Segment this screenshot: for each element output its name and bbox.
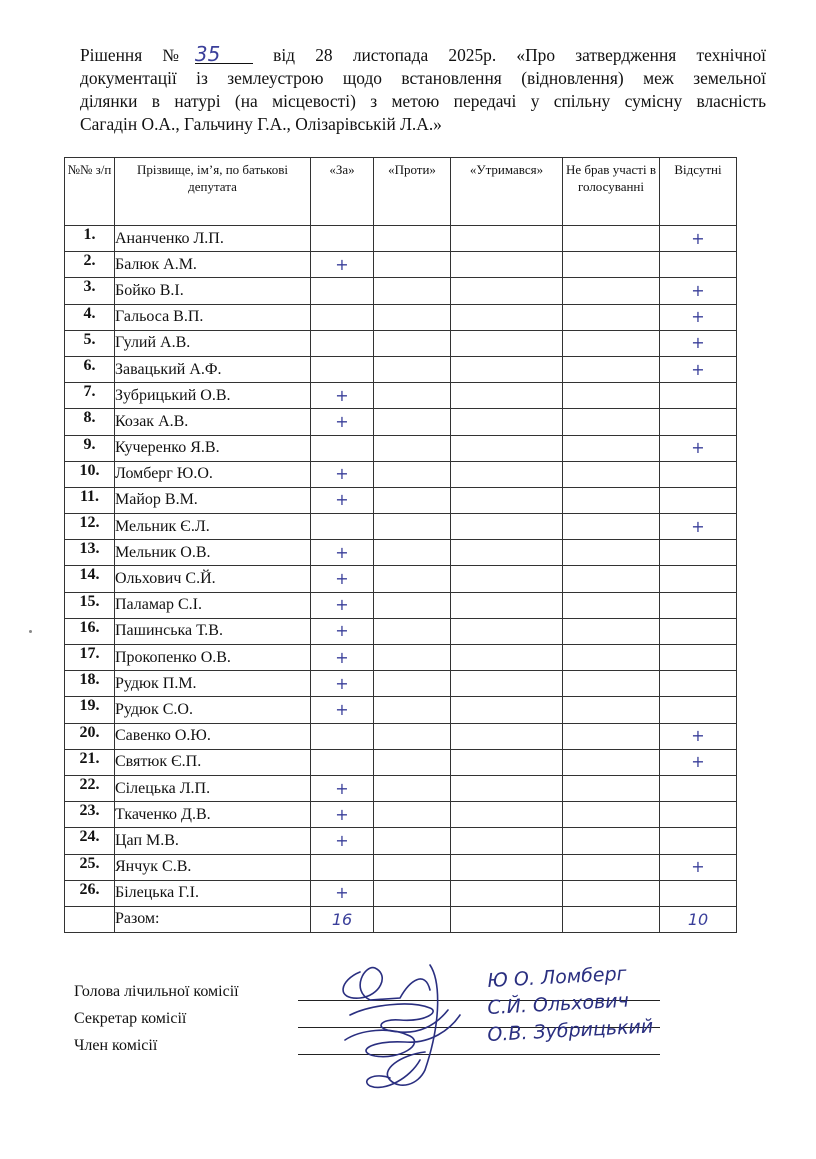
vote-against (374, 566, 451, 592)
vote-absent (660, 252, 737, 278)
chair-name: Ю О. Ломберг (486, 962, 628, 992)
deputy-name: Савенко О.Ю. (115, 723, 311, 749)
vote-for: + (311, 697, 374, 723)
vote-against (374, 671, 451, 697)
vote-for: + (311, 618, 374, 644)
vote-not-participated (563, 802, 660, 828)
vote-not-participated (563, 828, 660, 854)
total-not-voted (563, 906, 660, 932)
table-row (65, 775, 737, 801)
vote-not-participated (563, 749, 660, 775)
deputy-name: Кучеренко Я.В. (115, 435, 311, 461)
secretary-label: Секретар комісії (74, 1010, 187, 1027)
row-number: 18. (65, 671, 115, 697)
vote-against (374, 592, 451, 618)
row-number: 25. (65, 854, 115, 880)
vote-abstained (451, 330, 563, 356)
table-row (65, 487, 737, 513)
row-number: 26. (65, 880, 115, 906)
vote-not-participated (563, 645, 660, 671)
vote-for (311, 226, 374, 252)
vote-abstained (451, 697, 563, 723)
table-row (65, 226, 737, 252)
vote-against (374, 514, 451, 540)
table-row (65, 540, 737, 566)
vote-for (311, 749, 374, 775)
table-row (65, 330, 737, 356)
deputy-name: Мельник Є.Л. (115, 514, 311, 540)
vote-for: + (311, 671, 374, 697)
deputy-name: Бойко В.І. (115, 278, 311, 304)
row-number: 12. (65, 514, 115, 540)
vote-absent (660, 487, 737, 513)
row-number: 5. (65, 330, 115, 356)
vote-for (311, 854, 374, 880)
vote-not-participated (563, 330, 660, 356)
row-number: 11. (65, 487, 115, 513)
table-row (65, 252, 737, 278)
vote-abstained (451, 304, 563, 330)
vote-abstained (451, 802, 563, 828)
vote-not-participated (563, 880, 660, 906)
row-number: 4. (65, 304, 115, 330)
table-row (65, 723, 737, 749)
row-number: 24. (65, 828, 115, 854)
vote-not-participated (563, 671, 660, 697)
vote-absent: + (660, 356, 737, 382)
vote-not-participated (563, 304, 660, 330)
vote-abstained (451, 252, 563, 278)
vote-for: + (311, 383, 374, 409)
total-abstained (451, 906, 563, 932)
vote-for: + (311, 775, 374, 801)
vote-absent (660, 592, 737, 618)
row-number: 17. (65, 645, 115, 671)
vote-abstained (451, 487, 563, 513)
vote-absent: + (660, 278, 737, 304)
table-row (65, 671, 737, 697)
vote-against (374, 226, 451, 252)
vote-absent: + (660, 854, 737, 880)
vote-for: + (311, 828, 374, 854)
vote-for: + (311, 645, 374, 671)
row-number: 13. (65, 540, 115, 566)
vote-for: + (311, 566, 374, 592)
decision-heading (80, 44, 766, 136)
scan-speck (29, 630, 32, 633)
total-against (374, 906, 451, 932)
vote-not-participated (563, 723, 660, 749)
row-number: 20. (65, 723, 115, 749)
vote-absent: + (660, 304, 737, 330)
vote-for: + (311, 592, 374, 618)
row-number: 2. (65, 252, 115, 278)
deputy-name: Ананченко Л.П. (115, 226, 311, 252)
row-number: 8. (65, 409, 115, 435)
vote-against (374, 540, 451, 566)
vote-absent: + (660, 514, 737, 540)
vote-against (374, 461, 451, 487)
vote-against (374, 618, 451, 644)
deputy-name: Пашинська Т.В. (115, 618, 311, 644)
vote-not-participated (563, 356, 660, 382)
vote-abstained (451, 854, 563, 880)
vote-absent (660, 540, 737, 566)
vote-abstained (451, 383, 563, 409)
vote-absent: + (660, 226, 737, 252)
vote-against (374, 775, 451, 801)
vote-not-participated (563, 566, 660, 592)
vote-for: + (311, 802, 374, 828)
vote-against (374, 854, 451, 880)
vote-for: + (311, 409, 374, 435)
vote-abstained (451, 566, 563, 592)
table-row (65, 566, 737, 592)
table-row (65, 749, 737, 775)
col-header-not-voted: Не брав участі в голосуванні (563, 158, 660, 226)
row-number: 6. (65, 356, 115, 382)
table-row (65, 645, 737, 671)
heading-line-1-rest: від 28 листопада 2025р. «Про затвердження технічної (252, 45, 766, 65)
vote-against (374, 409, 451, 435)
vote-not-participated (563, 618, 660, 644)
vote-against (374, 487, 451, 513)
vote-against (374, 645, 451, 671)
deputy-name: Зубрицький О.В. (115, 383, 311, 409)
table-row (65, 514, 737, 540)
vote-against (374, 330, 451, 356)
vote-against (374, 252, 451, 278)
deputy-name: Рудюк С.О. (115, 697, 311, 723)
col-header-name: Прізвище, ім’я, по батькові депутата (115, 158, 311, 226)
vote-absent (660, 618, 737, 644)
vote-not-participated (563, 409, 660, 435)
deputy-name: Святюк Є.П. (115, 749, 311, 775)
vote-not-participated (563, 514, 660, 540)
table-row (65, 461, 737, 487)
deputy-name: Ольхович С.Й. (115, 566, 311, 592)
vote-not-participated (563, 278, 660, 304)
table-row (65, 409, 737, 435)
vote-not-participated (563, 252, 660, 278)
deputy-name: Балюк А.М. (115, 252, 311, 278)
table-row (65, 356, 737, 382)
vote-absent (660, 880, 737, 906)
deputy-name: Гальоса В.П. (115, 304, 311, 330)
vote-not-participated (563, 461, 660, 487)
row-number: 19. (65, 697, 115, 723)
vote-not-participated (563, 540, 660, 566)
vote-abstained (451, 226, 563, 252)
vote-abstained (451, 514, 563, 540)
table-row (65, 304, 737, 330)
vote-against (374, 278, 451, 304)
table-row (65, 828, 737, 854)
member-label: Член комісії (74, 1037, 158, 1054)
vote-for: + (311, 540, 374, 566)
vote-abstained (451, 645, 563, 671)
vote-not-participated (563, 697, 660, 723)
vote-absent (660, 828, 737, 854)
deputy-name: Паламар С.І. (115, 592, 311, 618)
table-row (65, 697, 737, 723)
voting-table (64, 157, 737, 933)
vote-for (311, 514, 374, 540)
vote-absent (660, 697, 737, 723)
vote-for: + (311, 880, 374, 906)
member-name: О.В. Зубрицький (486, 1015, 654, 1046)
table-body (65, 226, 737, 907)
vote-against (374, 435, 451, 461)
vote-absent: + (660, 435, 737, 461)
row-number: 9. (65, 435, 115, 461)
col-header-for: «За» (311, 158, 374, 226)
vote-not-participated (563, 487, 660, 513)
total-absent: 10 (660, 906, 737, 932)
vote-absent (660, 409, 737, 435)
vote-absent (660, 645, 737, 671)
row-number: 16. (65, 618, 115, 644)
deputy-name: Цап М.В. (115, 828, 311, 854)
deputy-name: Рудюк П.М. (115, 671, 311, 697)
vote-abstained (451, 880, 563, 906)
decision-number-prefix: Рішення № (80, 45, 195, 65)
vote-not-participated (563, 775, 660, 801)
vote-against (374, 749, 451, 775)
vote-abstained (451, 356, 563, 382)
deputy-name: Янчук С.В. (115, 854, 311, 880)
col-header-abstained: «Утримався» (451, 158, 563, 226)
vote-abstained (451, 435, 563, 461)
vote-absent: + (660, 723, 737, 749)
vote-not-participated (563, 226, 660, 252)
vote-absent (660, 566, 737, 592)
deputy-name: Завацький А.Ф. (115, 356, 311, 382)
vote-abstained (451, 461, 563, 487)
vote-for: + (311, 252, 374, 278)
vote-against (374, 304, 451, 330)
secretary-name: С.Й. Ольхович (486, 989, 630, 1019)
vote-for (311, 330, 374, 356)
col-header-absent: Відсутні (660, 158, 737, 226)
deputy-name: Гулий А.В. (115, 330, 311, 356)
heading-line-4: Сагадін О.А., Гальчину Г.А., Олізарівській Л.А.» (80, 114, 442, 134)
vote-abstained (451, 723, 563, 749)
chair-label: Голова лічильної комісії (74, 983, 239, 1000)
vote-abstained (451, 775, 563, 801)
total-label: Разом: (115, 906, 311, 932)
deputy-name: Сілецька Л.П. (115, 775, 311, 801)
table-row (65, 880, 737, 906)
row-number: 22. (65, 775, 115, 801)
vote-for (311, 304, 374, 330)
decision-number: 35 (195, 45, 253, 64)
col-header-number: №№ з/п (65, 158, 115, 226)
table-header-row (65, 158, 737, 226)
vote-against (374, 356, 451, 382)
table-row (65, 435, 737, 461)
vote-not-participated (563, 383, 660, 409)
heading-line-2: документації із землеустрою щодо встановлення (відновлення) меж земельної (80, 68, 766, 88)
vote-for (311, 435, 374, 461)
vote-against (374, 697, 451, 723)
row-number: 21. (65, 749, 115, 775)
row-number: 3. (65, 278, 115, 304)
vote-abstained (451, 749, 563, 775)
heading-line-3: ділянки в натурі (на місцевості) з метою передачі у спільну сумісну власність (80, 91, 766, 111)
table-row (65, 802, 737, 828)
col-header-against: «Проти» (374, 158, 451, 226)
vote-for (311, 356, 374, 382)
deputy-name: Козак А.В. (115, 409, 311, 435)
vote-abstained (451, 592, 563, 618)
handwritten-signatures (330, 960, 480, 1095)
vote-absent (660, 461, 737, 487)
vote-against (374, 802, 451, 828)
vote-for: + (311, 487, 374, 513)
vote-against (374, 828, 451, 854)
heading-line-1 (80, 44, 766, 67)
vote-for: + (311, 461, 374, 487)
vote-for (311, 723, 374, 749)
total-for: 16 (311, 906, 374, 932)
vote-abstained (451, 618, 563, 644)
total-row (65, 906, 737, 932)
deputy-name: Ломберг Ю.О. (115, 461, 311, 487)
total-empty-cell (65, 906, 115, 932)
vote-absent (660, 775, 737, 801)
vote-abstained (451, 828, 563, 854)
row-number: 15. (65, 592, 115, 618)
vote-not-participated (563, 592, 660, 618)
row-number: 10. (65, 461, 115, 487)
vote-for (311, 278, 374, 304)
vote-absent: + (660, 330, 737, 356)
deputy-name: Прокопенко О.В. (115, 645, 311, 671)
table-row (65, 592, 737, 618)
deputy-name: Ткаченко Д.В. (115, 802, 311, 828)
table-row (65, 383, 737, 409)
vote-against (374, 383, 451, 409)
vote-against (374, 723, 451, 749)
deputy-name: Майор В.М. (115, 487, 311, 513)
vote-absent: + (660, 749, 737, 775)
row-number: 14. (65, 566, 115, 592)
vote-not-participated (563, 854, 660, 880)
vote-abstained (451, 671, 563, 697)
table-row (65, 618, 737, 644)
vote-abstained (451, 540, 563, 566)
vote-abstained (451, 278, 563, 304)
deputy-name: Мельник О.В. (115, 540, 311, 566)
vote-absent (660, 671, 737, 697)
vote-absent (660, 383, 737, 409)
vote-absent (660, 802, 737, 828)
row-number: 7. (65, 383, 115, 409)
deputy-name: Білецька Г.І. (115, 880, 311, 906)
vote-not-participated (563, 435, 660, 461)
row-number: 23. (65, 802, 115, 828)
table-row (65, 278, 737, 304)
row-number: 1. (65, 226, 115, 252)
vote-abstained (451, 409, 563, 435)
vote-against (374, 880, 451, 906)
table-row (65, 854, 737, 880)
